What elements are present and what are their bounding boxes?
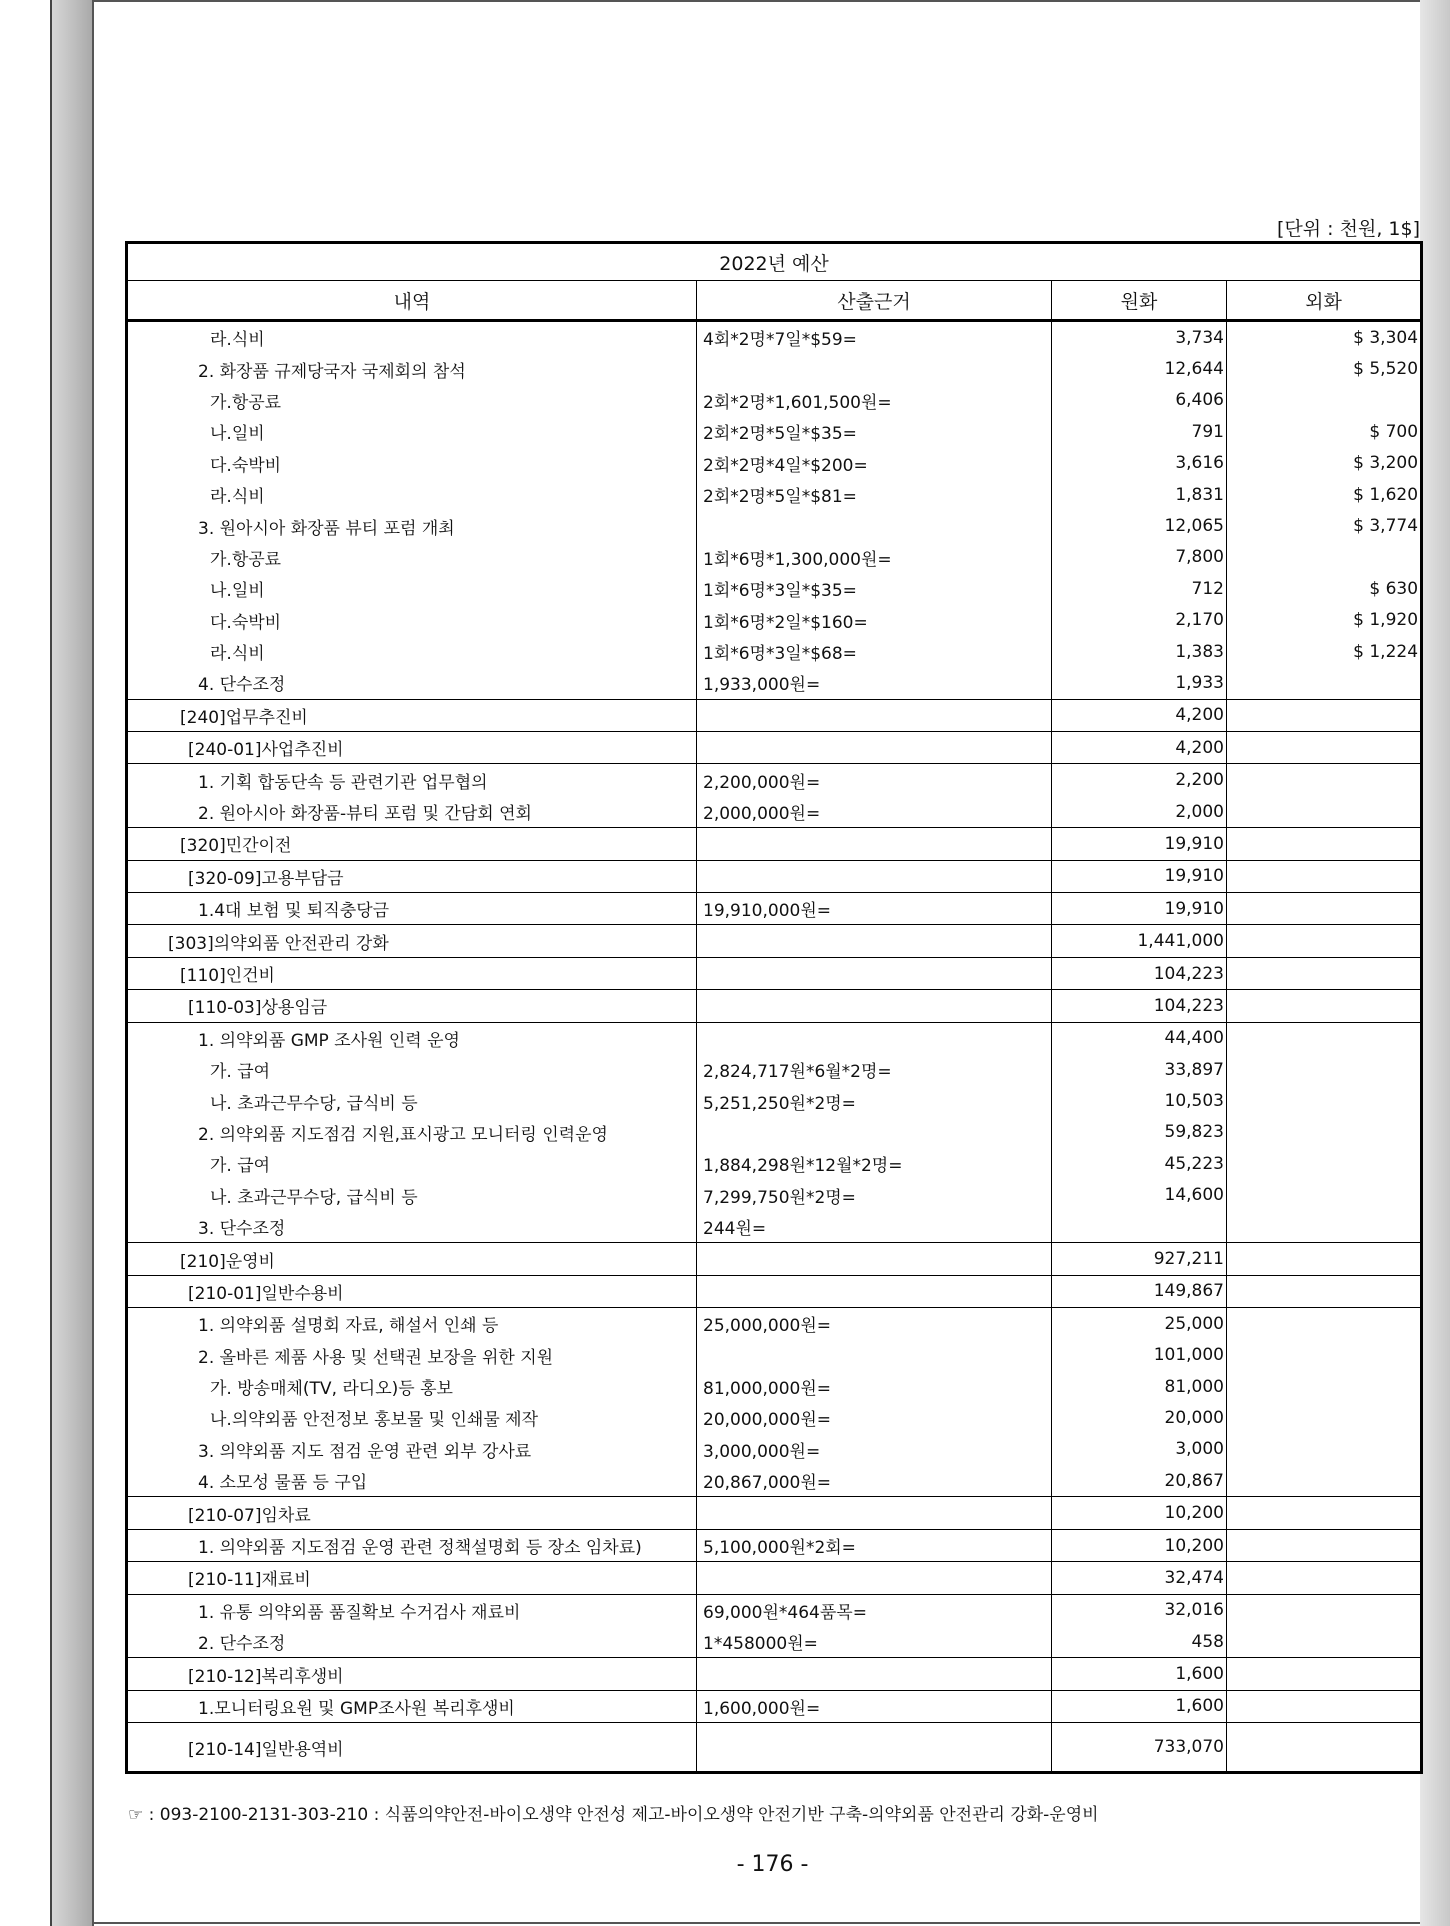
page-right-shadow xyxy=(1420,0,1450,1926)
usd-cell xyxy=(1227,1562,1422,1594)
table-row xyxy=(127,1243,1422,1275)
table-row xyxy=(127,1465,1422,1497)
usd-cell: $ 1,920 xyxy=(1227,605,1422,636)
basis-cell xyxy=(697,1723,1052,1773)
item-cell: [320]민간이전 xyxy=(127,828,697,860)
item-cell: [320-09]고용부담금 xyxy=(127,860,697,892)
header-item: 내역 xyxy=(127,281,697,321)
table-row xyxy=(127,893,1422,925)
table-row xyxy=(127,957,1422,989)
table-caption: 2022년 예산 xyxy=(127,243,1422,281)
krw-cell: 12,644 xyxy=(1052,353,1227,384)
krw-cell: 4,200 xyxy=(1052,732,1227,764)
item-cell: [210-12]복리후생비 xyxy=(127,1658,697,1690)
basis-cell: 1회*6명*3일*$35= xyxy=(697,573,1052,604)
table-row xyxy=(127,1690,1422,1722)
basis-cell: 1,884,298원*12월*2명= xyxy=(697,1148,1052,1179)
krw-cell: 81,000 xyxy=(1052,1371,1227,1402)
basis-cell xyxy=(697,1243,1052,1275)
usd-cell xyxy=(1227,732,1422,764)
usd-cell xyxy=(1227,1497,1422,1529)
item-cell: 나. 초과근무수당, 급식비 등 xyxy=(127,1180,697,1211)
item-cell: [210-14]일반용역비 xyxy=(127,1723,697,1773)
table-row xyxy=(127,636,1422,667)
table-row xyxy=(127,732,1422,764)
usd-cell xyxy=(1227,796,1422,828)
basis-cell: 2,824,717원*6월*2명= xyxy=(697,1054,1052,1085)
item-cell: 4. 단수조정 xyxy=(127,667,697,699)
table-row xyxy=(127,448,1422,479)
krw-cell: 1,600 xyxy=(1052,1690,1227,1722)
usd-cell xyxy=(1227,957,1422,989)
basis-cell xyxy=(697,1497,1052,1529)
usd-cell xyxy=(1227,1658,1422,1690)
krw-cell: 32,474 xyxy=(1052,1562,1227,1594)
basis-cell xyxy=(697,925,1052,957)
usd-cell: $ 3,774 xyxy=(1227,510,1422,541)
table-row xyxy=(127,1211,1422,1243)
krw-cell: 14,600 xyxy=(1052,1180,1227,1211)
usd-cell xyxy=(1227,1243,1422,1275)
table-row xyxy=(127,828,1422,860)
usd-cell xyxy=(1227,1371,1422,1402)
krw-cell: 733,070 xyxy=(1052,1723,1227,1773)
krw-cell: 149,867 xyxy=(1052,1275,1227,1307)
item-cell: [210-07]임차료 xyxy=(127,1497,697,1529)
usd-cell: $ 3,304 xyxy=(1227,321,1422,354)
usd-cell: $ 5,520 xyxy=(1227,353,1422,384)
krw-cell: 10,503 xyxy=(1052,1085,1227,1116)
item-cell: [210-01]일반수용비 xyxy=(127,1275,697,1307)
table-row xyxy=(127,699,1422,731)
krw-cell: 2,000 xyxy=(1052,796,1227,828)
krw-cell: 19,910 xyxy=(1052,893,1227,925)
item-cell: 나.의약외품 안전정보 홍보물 및 인쇄물 제작 xyxy=(127,1402,697,1433)
table-row xyxy=(127,1180,1422,1211)
krw-cell: 3,616 xyxy=(1052,448,1227,479)
usd-cell xyxy=(1227,1626,1422,1658)
basis-cell xyxy=(697,1562,1052,1594)
item-cell: 나.일비 xyxy=(127,416,697,447)
krw-cell: 19,910 xyxy=(1052,860,1227,892)
basis-cell: 2회*2명*5일*$81= xyxy=(697,479,1052,510)
usd-cell xyxy=(1227,1211,1422,1243)
basis-cell xyxy=(697,732,1052,764)
basis-cell: 244원= xyxy=(697,1211,1052,1243)
table-row xyxy=(127,1148,1422,1179)
usd-cell xyxy=(1227,1085,1422,1116)
table-row xyxy=(127,1340,1422,1371)
usd-cell xyxy=(1227,1723,1422,1773)
usd-cell xyxy=(1227,1594,1422,1626)
table-row xyxy=(127,1402,1422,1433)
item-cell: 2. 단수조정 xyxy=(127,1626,697,1658)
item-cell: 1. 유통 의약외품 품질확보 수거검사 재료비 xyxy=(127,1594,697,1626)
usd-cell xyxy=(1227,1148,1422,1179)
basis-cell: 1,600,000원= xyxy=(697,1690,1052,1722)
table-row xyxy=(127,1562,1422,1594)
item-cell: 가. 급여 xyxy=(127,1054,697,1085)
krw-cell: 32,016 xyxy=(1052,1594,1227,1626)
krw-cell: 712 xyxy=(1052,573,1227,604)
basis-cell xyxy=(697,957,1052,989)
basis-cell xyxy=(697,1340,1052,1371)
table-row xyxy=(127,1117,1422,1148)
basis-cell: 1회*6명*2일*$160= xyxy=(697,605,1052,636)
krw-cell: 1,600 xyxy=(1052,1658,1227,1690)
table-row xyxy=(127,1658,1422,1690)
krw-cell: 3,734 xyxy=(1052,321,1227,354)
krw-cell: 45,223 xyxy=(1052,1148,1227,1179)
table-row xyxy=(127,321,1422,354)
usd-cell xyxy=(1227,1117,1422,1148)
usd-cell: $ 1,620 xyxy=(1227,479,1422,510)
item-cell: 1. 의약외품 GMP 조사원 인력 운영 xyxy=(127,1022,697,1054)
book-spine xyxy=(50,0,94,1926)
item-cell: 4. 소모성 물품 등 구입 xyxy=(127,1465,697,1497)
basis-cell: 1,933,000원= xyxy=(697,667,1052,699)
basis-cell: 7,299,750원*2명= xyxy=(697,1180,1052,1211)
basis-cell: 1회*6명*1,300,000원= xyxy=(697,542,1052,573)
item-cell: 2. 의약외품 지도점검 지원,표시광고 모니터링 인력운영 xyxy=(127,1117,697,1148)
krw-cell: 104,223 xyxy=(1052,990,1227,1022)
table-row xyxy=(127,510,1422,541)
krw-cell: 6,406 xyxy=(1052,385,1227,416)
krw-cell: 1,933 xyxy=(1052,667,1227,699)
krw-cell: 4,200 xyxy=(1052,699,1227,731)
item-cell: 1. 의약외품 설명회 자료, 해설서 인쇄 등 xyxy=(127,1308,697,1340)
krw-cell: 2,170 xyxy=(1052,605,1227,636)
item-cell: 2. 올바른 제품 사용 및 선택권 보장을 위한 지원 xyxy=(127,1340,697,1371)
item-cell: [240]업무추진비 xyxy=(127,699,697,731)
item-cell: 1. 의약외품 지도점검 운영 관련 정책설명회 등 장소 임차료) xyxy=(127,1529,697,1561)
usd-cell xyxy=(1227,1180,1422,1211)
basis-cell xyxy=(697,1658,1052,1690)
basis-cell: 81,000,000원= xyxy=(697,1371,1052,1402)
usd-cell: $ 700 xyxy=(1227,416,1422,447)
usd-cell xyxy=(1227,542,1422,573)
table-row xyxy=(127,1054,1422,1085)
krw-cell: 101,000 xyxy=(1052,1340,1227,1371)
usd-cell xyxy=(1227,385,1422,416)
table-row xyxy=(127,605,1422,636)
krw-cell: 1,441,000 xyxy=(1052,925,1227,957)
header-krw: 원화 xyxy=(1052,281,1227,321)
krw-cell: 7,800 xyxy=(1052,542,1227,573)
table-row xyxy=(127,479,1422,510)
basis-cell: 20,867,000원= xyxy=(697,1465,1052,1497)
header-usd: 외화 xyxy=(1227,281,1422,321)
table-row xyxy=(127,353,1422,384)
table-row xyxy=(127,1371,1422,1402)
basis-cell xyxy=(697,699,1052,731)
page-top-edge xyxy=(92,0,1422,2)
usd-cell: $ 630 xyxy=(1227,573,1422,604)
table-row xyxy=(127,667,1422,699)
krw-cell: 44,400 xyxy=(1052,1022,1227,1054)
krw-cell: 1,831 xyxy=(1052,479,1227,510)
table-row xyxy=(127,1723,1422,1773)
krw-cell: 10,200 xyxy=(1052,1497,1227,1529)
item-cell: 나. 초과근무수당, 급식비 등 xyxy=(127,1085,697,1116)
basis-cell: 2회*2명*4일*$200= xyxy=(697,448,1052,479)
table-row xyxy=(127,764,1422,796)
krw-cell: 33,897 xyxy=(1052,1054,1227,1085)
usd-cell xyxy=(1227,1275,1422,1307)
table-row xyxy=(127,1626,1422,1658)
usd-cell xyxy=(1227,1402,1422,1433)
basis-cell: 1회*6명*3일*$68= xyxy=(697,636,1052,667)
item-cell: 3. 단수조정 xyxy=(127,1211,697,1243)
item-cell: 3. 의약외품 지도 점검 운영 관련 외부 강사료 xyxy=(127,1434,697,1465)
basis-cell: 2회*2명*5일*$35= xyxy=(697,416,1052,447)
table-row xyxy=(127,542,1422,573)
usd-cell xyxy=(1227,828,1422,860)
unit-label: [단위 : 천원, 1$] xyxy=(1277,218,1420,240)
basis-cell: 19,910,000원= xyxy=(697,893,1052,925)
basis-cell: 69,000원*464품목= xyxy=(697,1594,1052,1626)
usd-cell xyxy=(1227,1308,1422,1340)
krw-cell: 20,000 xyxy=(1052,1402,1227,1433)
usd-cell xyxy=(1227,1054,1422,1085)
basis-cell xyxy=(697,510,1052,541)
krw-cell: 458 xyxy=(1052,1626,1227,1658)
table-row xyxy=(127,1022,1422,1054)
krw-cell: 10,200 xyxy=(1052,1529,1227,1561)
table-row xyxy=(127,990,1422,1022)
item-cell: 1. 기획 합동단속 등 관련기관 업무협의 xyxy=(127,764,697,796)
item-cell: 라.식비 xyxy=(127,321,697,354)
usd-cell xyxy=(1227,667,1422,699)
table-row xyxy=(127,1308,1422,1340)
table-row xyxy=(127,1085,1422,1116)
table-row xyxy=(127,385,1422,416)
item-cell: [210]운영비 xyxy=(127,1243,697,1275)
usd-cell xyxy=(1227,893,1422,925)
budget-table xyxy=(125,241,1423,1774)
usd-cell xyxy=(1227,1434,1422,1465)
basis-cell: 25,000,000원= xyxy=(697,1308,1052,1340)
usd-cell xyxy=(1227,925,1422,957)
table-body xyxy=(127,321,1422,1773)
footnote: ☞ : 093-2100-2131-303-210 : 식품의약안전-바이오생약 안전성 제고-바이오생약 안전기반 구축-의약외품 안전관리 강화-운영비 xyxy=(128,1805,1099,1825)
basis-cell xyxy=(697,828,1052,860)
basis-cell: 4회*2명*7일*$59= xyxy=(697,321,1052,354)
table-row xyxy=(127,860,1422,892)
item-cell: 다.숙박비 xyxy=(127,448,697,479)
item-cell: 1.4대 보험 및 퇴직충당금 xyxy=(127,893,697,925)
table-row xyxy=(127,1594,1422,1626)
basis-cell xyxy=(697,1117,1052,1148)
item-cell: 2. 화장품 규제당국자 국제회의 참석 xyxy=(127,353,697,384)
usd-cell xyxy=(1227,860,1422,892)
krw-cell: 1,383 xyxy=(1052,636,1227,667)
spine-edge xyxy=(50,0,52,1926)
basis-cell xyxy=(697,353,1052,384)
basis-cell: 2회*2명*1,601,500원= xyxy=(697,385,1052,416)
krw-cell: 19,910 xyxy=(1052,828,1227,860)
item-cell: [110-03]상용임금 xyxy=(127,990,697,1022)
item-cell: 가. 방송매체(TV, 라디오)등 홍보 xyxy=(127,1371,697,1402)
krw-cell: 20,867 xyxy=(1052,1465,1227,1497)
table-row xyxy=(127,1497,1422,1529)
basis-cell: 2,200,000원= xyxy=(697,764,1052,796)
basis-cell xyxy=(697,860,1052,892)
table-row xyxy=(127,796,1422,828)
item-cell: 2. 원아시아 화장품-뷰티 포럼 및 간담회 연회 xyxy=(127,796,697,828)
basis-cell: 3,000,000원= xyxy=(697,1434,1052,1465)
item-cell: 라.식비 xyxy=(127,479,697,510)
page-bottom-edge xyxy=(92,1922,1422,1924)
table-row xyxy=(127,925,1422,957)
header-basis: 산출근거 xyxy=(697,281,1052,321)
krw-cell: 25,000 xyxy=(1052,1308,1227,1340)
item-cell: 가. 급여 xyxy=(127,1148,697,1179)
page-number: - 176 - xyxy=(736,1852,809,1877)
table-row xyxy=(127,573,1422,604)
basis-cell xyxy=(697,990,1052,1022)
item-cell: 나.일비 xyxy=(127,573,697,604)
krw-cell: 59,823 xyxy=(1052,1117,1227,1148)
table-row xyxy=(127,416,1422,447)
usd-cell xyxy=(1227,1340,1422,1371)
usd-cell: $ 1,224 xyxy=(1227,636,1422,667)
krw-cell: 791 xyxy=(1052,416,1227,447)
usd-cell xyxy=(1227,990,1422,1022)
basis-cell xyxy=(697,1275,1052,1307)
item-cell: [110]인건비 xyxy=(127,957,697,989)
item-cell: [240-01]사업추진비 xyxy=(127,732,697,764)
item-cell: 가.항공료 xyxy=(127,542,697,573)
item-cell: 가.항공료 xyxy=(127,385,697,416)
krw-cell: 104,223 xyxy=(1052,957,1227,989)
krw-cell: 3,000 xyxy=(1052,1434,1227,1465)
table-row xyxy=(127,1434,1422,1465)
usd-cell xyxy=(1227,699,1422,731)
krw-cell: 927,211 xyxy=(1052,1243,1227,1275)
basis-cell: 5,100,000원*2회= xyxy=(697,1529,1052,1561)
krw-cell xyxy=(1052,1211,1227,1243)
basis-cell: 1*458000원= xyxy=(697,1626,1052,1658)
usd-cell xyxy=(1227,1529,1422,1561)
item-cell: 라.식비 xyxy=(127,636,697,667)
basis-cell: 5,251,250원*2명= xyxy=(697,1085,1052,1116)
usd-cell xyxy=(1227,1022,1422,1054)
item-cell: 다.숙박비 xyxy=(127,605,697,636)
table-row xyxy=(127,1529,1422,1561)
krw-cell: 12,065 xyxy=(1052,510,1227,541)
item-cell: 1.모니터링요원 및 GMP조사원 복리후생비 xyxy=(127,1690,697,1722)
item-cell: 3. 원아시아 화장품 뷰티 포럼 개최 xyxy=(127,510,697,541)
basis-cell: 20,000,000원= xyxy=(697,1402,1052,1433)
usd-cell xyxy=(1227,764,1422,796)
usd-cell xyxy=(1227,1690,1422,1722)
krw-cell: 2,200 xyxy=(1052,764,1227,796)
basis-cell: 2,000,000원= xyxy=(697,796,1052,828)
table-row xyxy=(127,1275,1422,1307)
item-cell: [303]의약외품 안전관리 강화 xyxy=(127,925,697,957)
usd-cell: $ 3,200 xyxy=(1227,448,1422,479)
item-cell: [210-11]재료비 xyxy=(127,1562,697,1594)
usd-cell xyxy=(1227,1465,1422,1497)
basis-cell xyxy=(697,1022,1052,1054)
